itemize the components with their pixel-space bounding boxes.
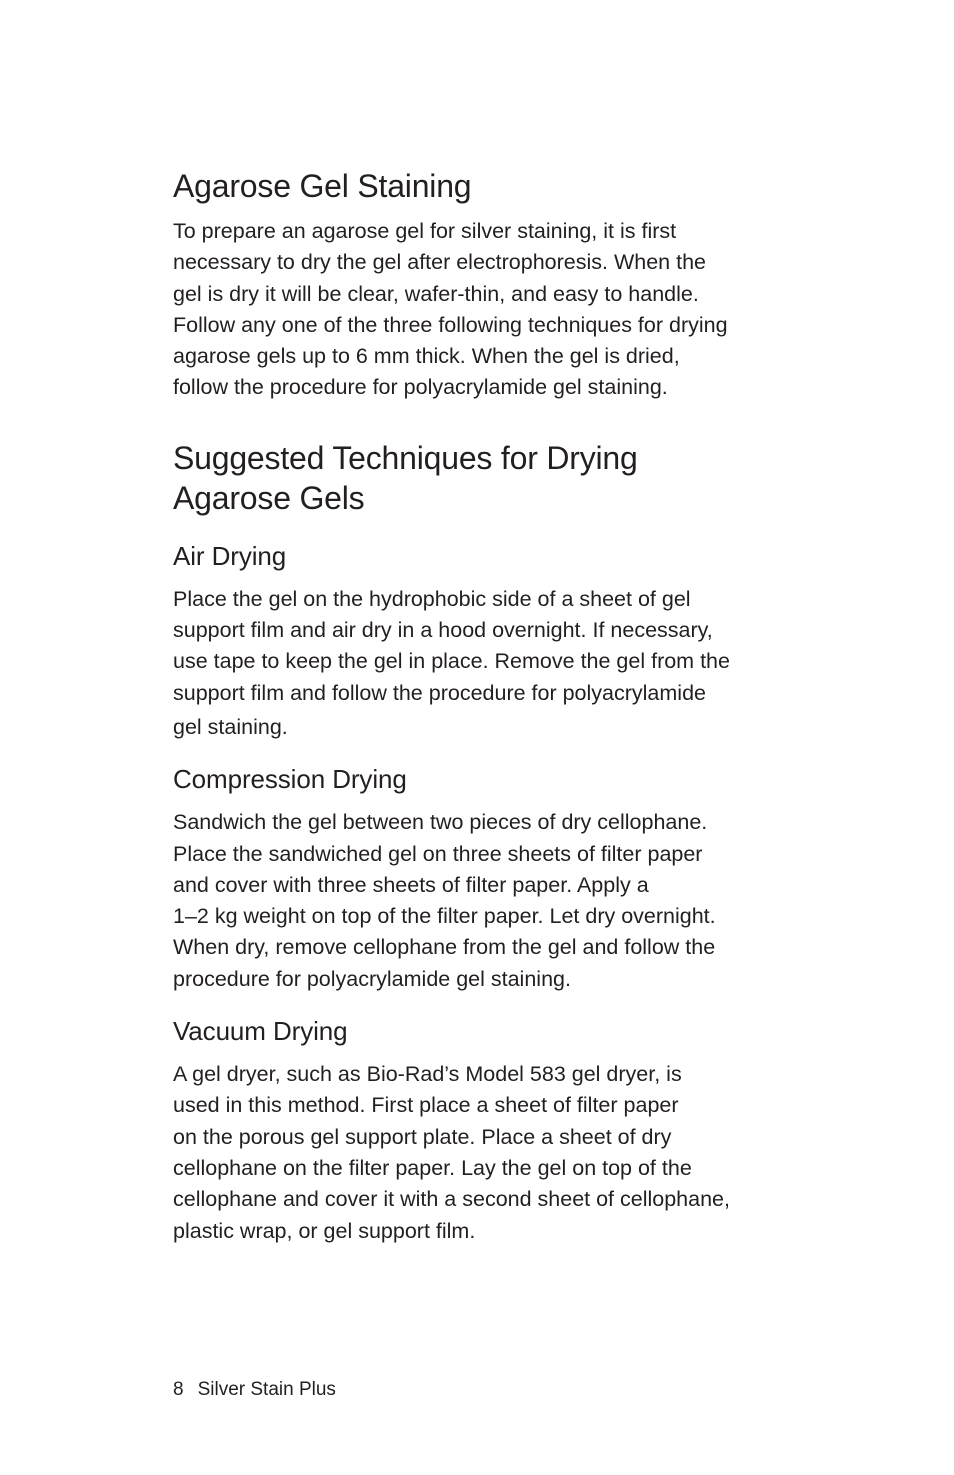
text-line: Follow any one of the three following techniques for drying — [173, 312, 728, 337]
subsection-heading-vacuum-drying: Vacuum Drying — [173, 1016, 348, 1047]
text-line: on the porous gel support plate. Place a sheet of dry — [173, 1124, 672, 1149]
text-line: Place the sandwiched gel on three sheets of filter paper — [173, 841, 703, 866]
subsection-heading-compression-drying: Compression Drying — [173, 764, 407, 795]
text-line: A gel dryer, such as Bio-Rad’s Model 583 gel dryer, is — [173, 1062, 682, 1087]
section-heading-suggested-techniques — [173, 438, 793, 518]
text-line: cellophane on the filter paper. Lay the gel on top of the — [173, 1155, 692, 1180]
text-line: necessary to dry the gel after electrophoresis. When the — [173, 250, 706, 275]
page-footer — [173, 1378, 336, 1402]
subsection-heading-air-drying: Air Drying — [173, 540, 287, 571]
text-line: When dry, remove cellophane from the gel and follow the — [173, 935, 716, 960]
paragraph-vacuum-drying — [173, 1059, 793, 1247]
paragraph-air-drying — [173, 584, 793, 743]
page-number: 8 — [173, 1379, 184, 1400]
text-line: plastic wrap, or gel support film. — [173, 1218, 476, 1243]
text-line: support film and air dry in a hood overnight. If necessary, — [173, 618, 713, 643]
text-line: follow the procedure for polyacrylamide gel staining. — [173, 375, 668, 400]
paragraph-agarose-gel-staining — [173, 216, 793, 404]
text-line: agarose gels up to 6 mm thick. When the gel is dried, — [173, 344, 680, 369]
text-line: To prepare an agarose gel for silver staining, it is first — [173, 219, 677, 243]
text-line: gel is dry it will be clear, wafer-thin, and easy to handle. — [173, 281, 699, 306]
paragraph-compression-drying — [173, 807, 793, 995]
section-heading-agarose-gel-staining: Agarose Gel Staining — [173, 168, 472, 204]
text-line: gel staining. — [173, 714, 288, 739]
text-line: procedure for polyacrylamide gel staining. — [173, 966, 571, 991]
text-line: use tape to keep the gel in place. Remove the gel from the — [173, 649, 730, 674]
heading-line: Suggested Techniques for Drying — [173, 439, 638, 476]
text-line: support film and follow the procedure for polyacrylamide — [173, 680, 706, 705]
footer-title: Silver Stain Plus — [197, 1379, 336, 1400]
text-line: Place the gel on the hydrophobic side of a sheet of gel — [173, 586, 691, 611]
text-line: and cover with three sheets of filter paper. Apply a — [173, 872, 649, 897]
page-content — [173, 166, 793, 1247]
text-line: Sandwich the gel between two pieces of dry cellophane. — [173, 810, 708, 835]
text-line: used in this method. First place a sheet of filter paper — [173, 1093, 679, 1118]
heading-line: Agarose Gels — [173, 479, 365, 516]
text-line: cellophane and cover it with a second sheet of cellophane, — [173, 1187, 730, 1212]
text-line: 1–2 kg weight on top of the filter paper. Let dry overnight. — [173, 904, 716, 929]
